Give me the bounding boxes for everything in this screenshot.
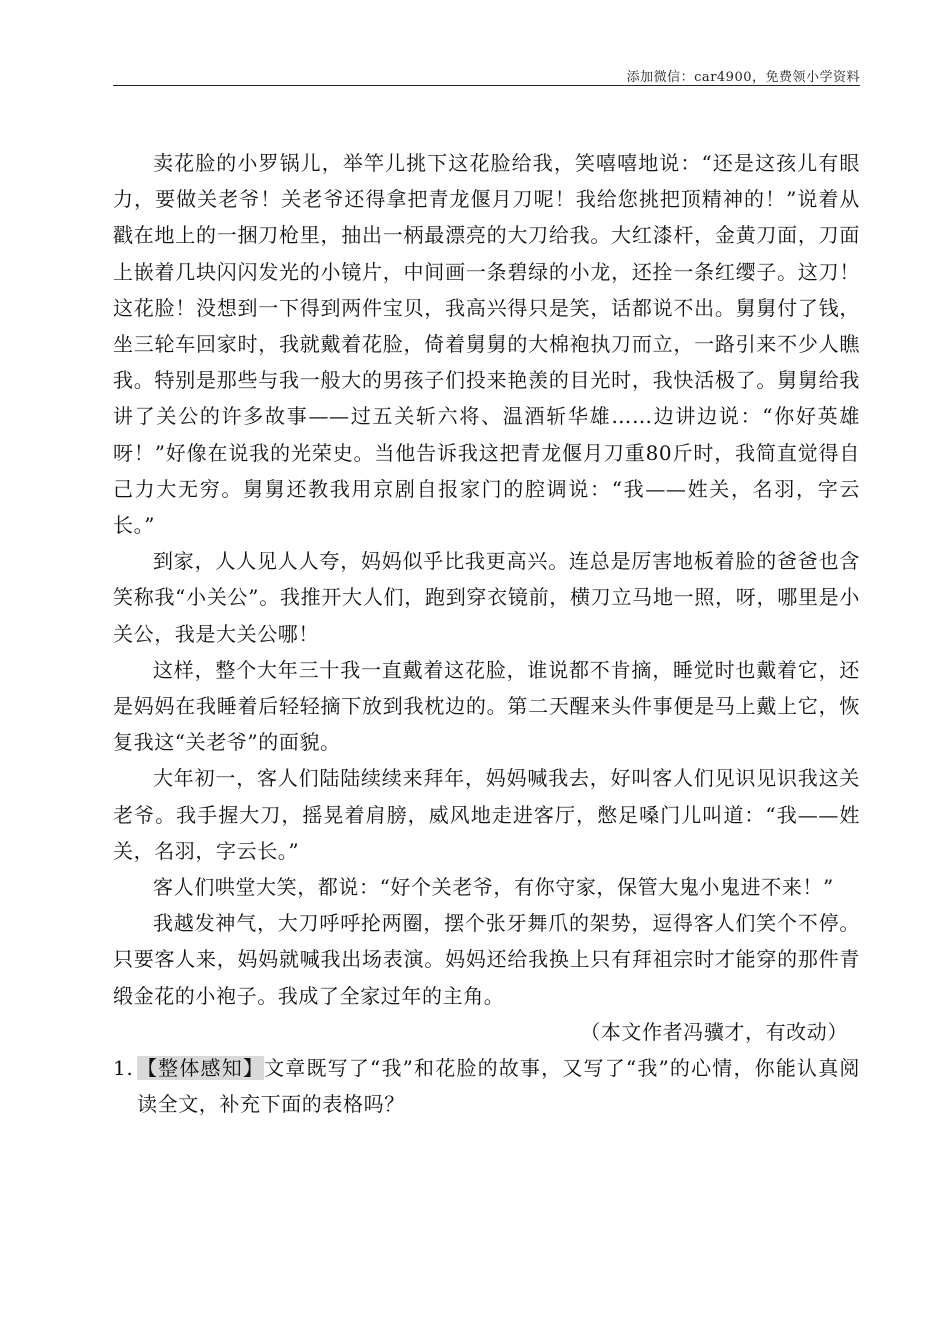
article-paragraph: 客人们哄堂大笑，都说：“好个关老爷，有你守家，保管大鬼小鬼进不来！” — [153, 875, 834, 900]
question-1 — [113, 1050, 860, 1122]
question-number: 1. — [113, 1056, 134, 1081]
article-paragraph: 大年初一，客人们陆陆续续来拜年，妈妈喊我去，好叫客人们见识见识我这关老爷。我手握大刀，摇晃着肩膀，威风地走进客厅，憋足嗓门儿叫道：“我——姓关，名羽，字云长。” — [113, 766, 860, 863]
question-text: 文章既写了“我”和花脸的故事，又写了“我”的心情，你能认真阅读全文，补充下面的表格吗？ — [137, 1056, 860, 1117]
header-divider — [113, 85, 860, 86]
article-paragraph: 卖花脸的小罗锅儿，举竿儿挑下这花脸给我，笑嘻嘻地说：“还是这孩儿有眼力，要做关老爷！关老爷还得拿把青龙偃月刀呢！我给您挑把顶精神的！”说着从戳在地上的一捆刀枪里，抽出一柄最漂亮的大刀给我。大红漆杆，金黄刀面，刀面上嵌着几块闪闪发光的小镜片，中间画一条碧绿的小龙，还拴一条红缨子。这刀！这花脸！没想到一下得到两件宝贝，我高兴得只是笑，话都说不出。舅舅付了钱，坐三轮车回家时，我就戴着花脸，倚着舅舅的大棉袍执刀而立，一路引来不少人瞧我。特别是那些与我一般大的男孩子们投来艳羡的目光时，我快活极了。舅舅给我讲了关公的许多故事——过五关斩六将、温酒斩华雄……边讲边说：“你好英雄呀！”好像在说我的光荣史。当他告诉我这把青龙偃月刀重80斤时，我简直觉得自己力大无穷。舅舅还教我用京剧自报家门的腔调说：“我——姓关，名羽，字云长。” — [113, 151, 860, 538]
article-attribution: （本文作者冯骥才，有改动） — [580, 1019, 848, 1044]
header-note: 添加微信：car4900，免费领小学资料 — [626, 70, 860, 85]
article-paragraph: 到家，人人见人人夸，妈妈似乎比我更高兴。连总是厉害地板着脸的爸爸也含笑称我“小关公”。我推开大人们，跑到穿衣镜前，横刀立马地一照，呀，哪里是小关公，我是大关公哪！ — [113, 549, 860, 646]
article-paragraph: 我越发神气，大刀呼呼抡两圈，摆个张牙舞爪的架势，逗得客人们笑个不停。只要客人来，妈妈就喊我出场表演。妈妈还给我换上只有拜祖宗时才能穿的那件青缎金花的小袍子。我成了全家过年的主角。 — [113, 911, 860, 1008]
article-paragraph: 这样，整个大年三十我一直戴着这花脸，谁说都不肯摘，睡觉时也戴着它，还是妈妈在我睡着后轻轻摘下放到我枕边的。第二天醒来头件事便是马上戴上它，恢复我这“关老爷”的面貌。 — [113, 657, 860, 755]
question-tag: 【整体感知】 — [137, 1056, 265, 1081]
article-body — [113, 145, 860, 1122]
